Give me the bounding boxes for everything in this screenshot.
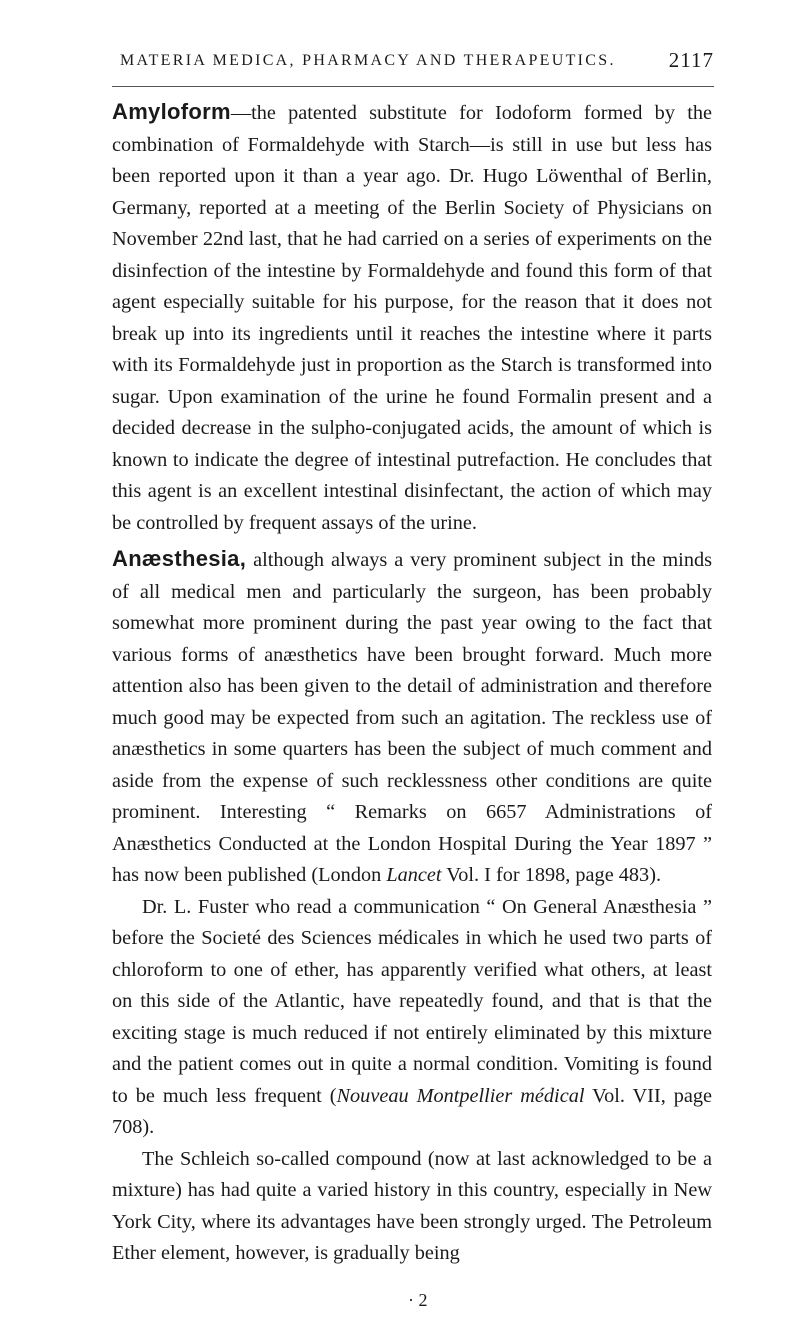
text-anaesthesia-2: Vol. I for 1898, page 483).	[441, 864, 662, 886]
italic-lancet: Lancet	[386, 864, 442, 886]
running-head: MATERIA MEDICA, PHARMACY AND THERAPEUTICS.	[120, 52, 616, 69]
text-fuster-1: Dr. L. Fuster who read a communication “ On General Anæsthesia ” before the Societé des Sciences médicales in which he used two parts of chloroform to one of ether, has apparently verified what others, at least on this side of the Atlantic, have repeatedly found, and that is that the exciting stage is much reduced if not entirely eliminated by this mixture and the patient comes out in quite a normal condition. Vomiting is found to be much less frequent (	[112, 895, 712, 1107]
lead-anaesthesia: Anæsthesia,	[112, 546, 247, 571]
page-number: 2117	[668, 48, 714, 72]
text-amyloform: —the patented substitute for Iodoform formed by the combination of Formaldehyde with Starch—is still in use but less has been reported upon it than a year ago. Dr. Hugo Löwenthal of Berlin, Germany, reported at a meeting of the Berlin Society of Physicians on November 22nd last, that he had carried on a series of experiments on the disinfection of the intestine by Formaldehyde and found this form of that agent especially suitable for his purpose, for the reason that it does not break up into its ingredients until it reaches the intestine where it parts with its Formaldehyde just in proportion as the Starch is transformed into sugar. Upon examination of the urine he found Formalin present and a decided decrease in the sulpho-conjugated acids, the amount of which is known to indicate the degree of intestinal putrefaction. He concludes that this agent is an excellent intestinal disinfectant, the action of which may be controlled by frequent assays of the urine.	[112, 102, 712, 534]
signature-mark: · 2	[408, 1290, 428, 1310]
italic-montpellier: Nouveau Montpellier médical	[336, 1084, 585, 1107]
page-header	[112, 50, 714, 87]
lead-amyloform: Amyloform	[112, 99, 231, 124]
paragraph-schleich	[112, 1144, 712, 1270]
paragraph-amyloform	[112, 96, 712, 539]
text-anaesthesia-1: although always a very prominent subject in the minds of all medical men and particularly the surgeon, has been probably somewhat more prominent during the past year owing to the fact that various forms of anæsthetics have been brought forward. Much more attention also has been given to the detail of administration and therefore much good may be expected from such an agitation. The reckless use of anæsthetics in some quarters has been the subject of much comment and aside from the expense of such recklessness other conditions are quite prominent. Interesting “ Remarks on 6657 Administrations of Anæsthetics Conducted at the London Hospital During the Year 1897 ” has now been published (London	[112, 549, 712, 886]
text-fuster-2: Vol. VII, page 708).	[112, 1084, 713, 1138]
text-schleich: The Schleich so-called compound (now at last acknowledged to be a mixture) has had quite a varied history in this country, especially in New York City, where its advantages have been strongly urged. The Petroleum Ether element, however, is gradually being	[112, 1147, 712, 1264]
body-text	[112, 96, 712, 1270]
paragraph-fuster	[112, 892, 712, 1144]
paragraph-anaesthesia	[112, 543, 712, 892]
